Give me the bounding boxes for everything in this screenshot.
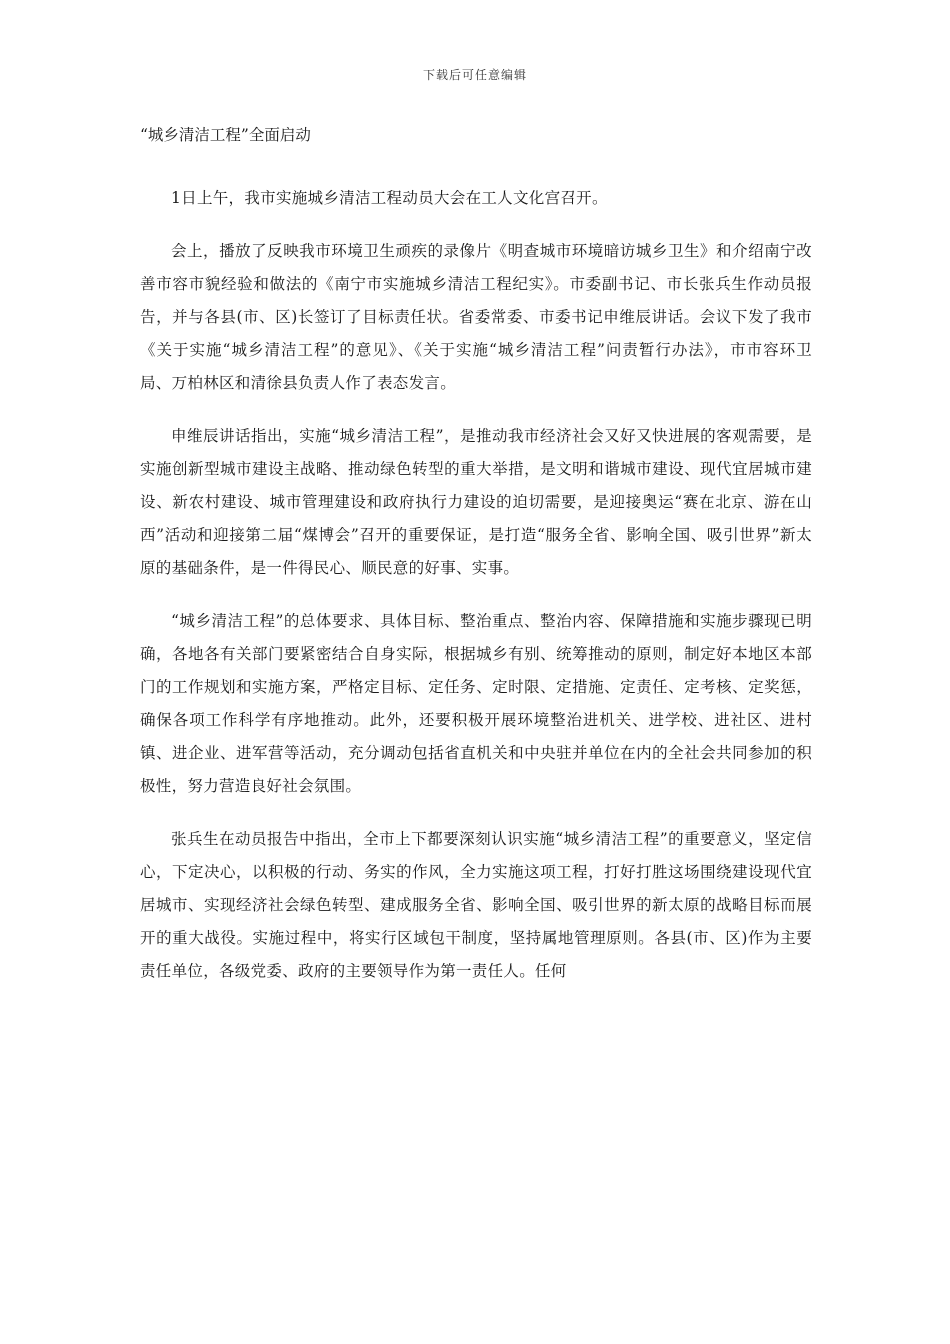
document-title: “城乡清洁工程”全面启动	[140, 126, 311, 144]
paragraph-4: “城乡清洁工程”的总体要求、具体目标、整治重点、整治内容、保障措施和实施步骤现已明确，各地各有关部门要紧密结合自身实际，根据城乡有别、统筹推动的原则，制定好本地区本部门的工作规划和实施方案，严格定目标、定任务、定时限、定措施、定责任、定考核、定奖惩，确保各项工作科学有序地推动。此外，还要积极开展环境整治进机关、进学校、进社区、进村镇、进企业、进军营等活动，充分调动包括省直机关和中央驻并单位在内的全社会共同参加的积极性，努力营造良好社会氛围。	[140, 612, 812, 795]
document-body	[140, 120, 812, 1008]
paragraph-3: 申维辰讲话指出，实施“城乡清洁工程”，是推动我市经济社会又好又快进展的客观需要，是实施创新型城市建设主战略、推动绿色转型的重大举措，是文明和谐城市建设、现代宜居城市建设、新农村建设、城市管理建设和政府执行力建设的迫切需要，是迎接奥运“赛在北京、游在山西”活动和迎接第二届“煤博会”召开的重要保证，是打造“服务全省、影响全国、吸引世界”新太原的基础条件，是一件得民心、顺民意的好事、实事。	[140, 427, 812, 577]
paragraph-5: 张兵生在动员报告中指出，全市上下都要深刻认识实施“城乡清洁工程”的重要意义，坚定信心，下定决心，以积极的行动、务实的作风，全力实施这项工程，打好打胜这场围绕建设现代宜居城市、实现经济社会绿色转型、建成服务全省、影响全国、吸引世界的新太原的战略目标而展开的重大战役。实施过程中，将实行区域包干制度，坚持属地管理原则。各县(市、区)作为主要责任单位，各级党委、政府的主要领导作为第一责任人。任何	[140, 830, 812, 980]
paragraph-1: 1日上午，我市实施城乡清洁工程动员大会在工人文化宫召开。	[171, 189, 608, 207]
header-note: 下载后可任意编辑	[422, 68, 527, 82]
paragraph-2: 会上，播放了反映我市环境卫生顽疾的录像片《明查城市环境暗访城乡卫生》和介绍南宁改善市容市貌经验和做法的《南宁市实施城乡清洁工程纪实》。市委副书记、市长张兵生作动员报告，并与各县(市、区)长签订了目标责任状。省委常委、市委书记申维辰讲话。会议下发了我市《关于实施“城乡清洁工程”的意见》、《关于实施“城乡清洁工程”问责暂行办法》，市市容环卫局、万柏林区和清徐县负责人作了表态发言。	[140, 242, 812, 392]
